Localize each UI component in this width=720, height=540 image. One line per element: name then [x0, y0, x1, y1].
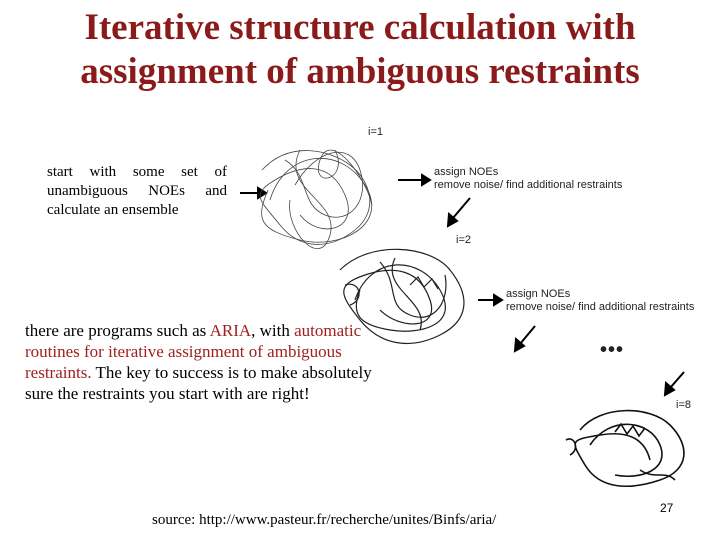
- iteration-label-i8: i=8: [676, 399, 691, 411]
- arrow-to-step1: [398, 175, 430, 185]
- step2-text: [506, 288, 694, 314]
- step1-text: [434, 166, 622, 192]
- source-citation: source: http://www.pasteur.fr/recherche/unites/Binfs/aria/: [152, 512, 497, 528]
- arrow-to-step2: [478, 295, 502, 305]
- step1-line-2: remove noise/ find additional restraints: [434, 179, 623, 191]
- iteration-label-i1: i=1: [368, 126, 383, 138]
- title-line-2: assignment of ambiguous restraints: [80, 51, 640, 92]
- ellipsis-dots: •••: [600, 339, 625, 361]
- ensemble-i1: [260, 150, 372, 249]
- step2-line-1: assign NOEs: [506, 288, 571, 300]
- body-part-1: there are programs such as: [25, 321, 210, 340]
- ensemble-i8: [566, 411, 684, 487]
- iteration-label-i2: i=2: [456, 234, 471, 246]
- arrow-to-ensemble8: [665, 372, 684, 395]
- intro-text: start with some set of unambiguous NOEs and calculate an ensemble: [47, 164, 227, 218]
- body-highlight: automatic routines for iterative assignment of ambiguous restraints.: [25, 321, 362, 382]
- step2-line-2: remove noise/ find additional restraints: [506, 301, 695, 313]
- arrow-intro-to-ensemble: [240, 188, 266, 198]
- step1-line-1: assign NOEs: [434, 166, 499, 178]
- arrow-step2-to-next: [515, 326, 535, 351]
- page-number: 27: [660, 501, 674, 515]
- body-part-3: The key to success is to make absolutely sure the restraints you start with are right!: [25, 363, 372, 403]
- aria-link-text: ARIA: [209, 321, 252, 340]
- title-line-1: Iterative structure calculation with: [84, 7, 636, 48]
- body-text: [25, 320, 380, 404]
- body-part-2: , with: [251, 321, 295, 340]
- arrow-step1-to-ensemble2: [448, 198, 470, 226]
